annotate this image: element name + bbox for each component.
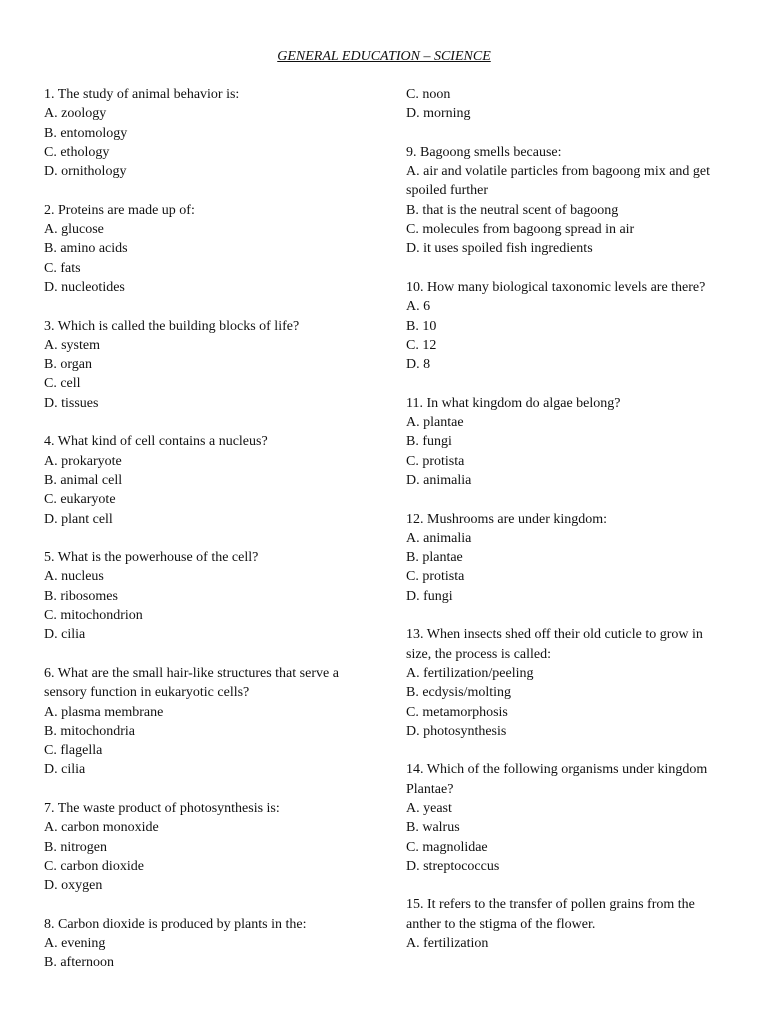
option-c: C. fats (44, 260, 81, 276)
option-a: A. plantae (406, 415, 464, 431)
option-c: C. protista (406, 569, 465, 585)
option-b: B. 10 (406, 318, 437, 334)
option-a: A. zoology (44, 106, 107, 122)
option-c: C. eukaryote (44, 492, 116, 508)
option-d: D. streptococcus (406, 858, 500, 874)
option-d: D. 8 (406, 357, 431, 373)
question-text: 7. The waste product of photosynthesis is: (44, 800, 280, 816)
option-c: C. protista (406, 453, 465, 469)
question-7 (44, 799, 374, 895)
option-d: D. oxygen (44, 878, 103, 894)
question-text: 15. It refers to the transfer of pollen grains from the anther to the stigma of the flower. (406, 897, 695, 932)
option-a: A. system (44, 337, 100, 353)
option-a: A. prokaryote (44, 453, 122, 469)
question-text: 13. When insects shed off their old cuticle to grow in size, the process is called: (406, 627, 703, 662)
option-d: D. animalia (406, 472, 472, 488)
option-c: C. noon (406, 87, 451, 102)
option-d: D. cilia (44, 762, 86, 778)
question-text: 1. The study of animal behavior is: (44, 87, 240, 102)
option-c: C. cell (44, 376, 81, 392)
question-10 (406, 278, 726, 374)
option-a: A. carbon monoxide (44, 820, 159, 836)
option-d: D. fungi (406, 588, 453, 604)
question-2 (44, 201, 374, 297)
question-text: 10. How many biological taxonomic levels are there? (406, 279, 706, 295)
option-c: C. molecules from bagoong spread in air (406, 222, 635, 238)
option-c: C. magnolidae (406, 839, 488, 855)
option-c: C. carbon dioxide (44, 858, 144, 874)
option-d: D. plant cell (44, 511, 113, 527)
question-text: 14. Which of the following organisms under kingdom Plantae? (406, 762, 708, 797)
question-text: 4. What kind of cell contains a nucleus? (44, 434, 268, 450)
option-d: D. cilia (44, 627, 86, 643)
question-6 (44, 664, 374, 780)
question-9 (406, 143, 726, 259)
left-column (44, 85, 374, 973)
option-d: D. tissues (44, 395, 99, 411)
option-b: B. that is the neutral scent of bagoong (406, 202, 619, 218)
option-b: B. animal cell (44, 472, 123, 488)
option-b: B. nitrogen (44, 839, 107, 855)
question-text: 2. Proteins are made up of: (44, 202, 195, 218)
option-c: C. flagella (44, 743, 103, 759)
option-b: B. ribosomes (44, 588, 118, 604)
option-d: D. ornithology (44, 164, 127, 180)
option-a: A. fertilization (406, 936, 489, 952)
option-a: A. animalia (406, 530, 472, 546)
option-a: A. plasma membrane (44, 704, 164, 720)
option-b: B. organ (44, 357, 92, 373)
question-14 (406, 760, 726, 876)
question-15 (406, 895, 726, 953)
option-b: B. entomology (44, 125, 128, 141)
question-5 (44, 548, 374, 644)
page-title: GENERAL EDUCATION – SCIENCE (277, 49, 491, 64)
question-text: 8. Carbon dioxide is produced by plants in the: (44, 916, 307, 932)
question-text: 12. Mushrooms are under kingdom: (406, 511, 608, 527)
option-a: A. yeast (406, 800, 452, 816)
question-text: 6. What are the small hair-like structures that serve a sensory function in eukaryotic cells? (44, 665, 339, 701)
question-text: 5. What is the powerhouse of the cell? (44, 550, 259, 566)
option-a: A. nucleus (44, 569, 104, 585)
option-a: A. air and volatile particles from bagoong mix and get spoiled further (406, 164, 711, 199)
option-b: B. fungi (406, 434, 452, 450)
option-c: C. metamorphosis (406, 704, 508, 720)
question-8-continued (406, 85, 726, 124)
question-12 (406, 510, 726, 606)
option-a: A. evening (44, 936, 106, 952)
option-d: D. it uses spoiled fish ingredients (406, 241, 593, 257)
right-column (406, 85, 726, 953)
option-b: B. amino acids (44, 241, 128, 257)
option-b: B. mitochondria (44, 723, 135, 739)
option-a: A. fertilization/peeling (406, 665, 534, 681)
option-c: C. ethology (44, 144, 110, 160)
question-text: 11. In what kingdom do algae belong? (406, 395, 621, 411)
option-a: A. glucose (44, 222, 104, 238)
option-b: B. walrus (406, 820, 460, 836)
question-3 (44, 317, 374, 413)
option-c: C. mitochondrion (44, 608, 143, 624)
question-4 (44, 432, 374, 528)
option-b: B. afternoon (44, 955, 114, 971)
option-d: D. morning (406, 106, 471, 122)
question-8 (44, 915, 374, 973)
option-d: D. nucleotides (44, 279, 125, 295)
option-d: D. photosynthesis (406, 723, 507, 739)
option-b: B. plantae (406, 550, 463, 566)
option-c: C. 12 (406, 337, 437, 353)
option-a: A. 6 (406, 299, 431, 315)
question-text: 3. Which is called the building blocks of life? (44, 318, 300, 334)
question-1 (44, 85, 374, 181)
question-13 (406, 625, 726, 741)
question-11 (406, 394, 726, 490)
question-text: 9. Bagoong smells because: (406, 144, 562, 160)
option-b: B. ecdysis/molting (406, 685, 511, 701)
